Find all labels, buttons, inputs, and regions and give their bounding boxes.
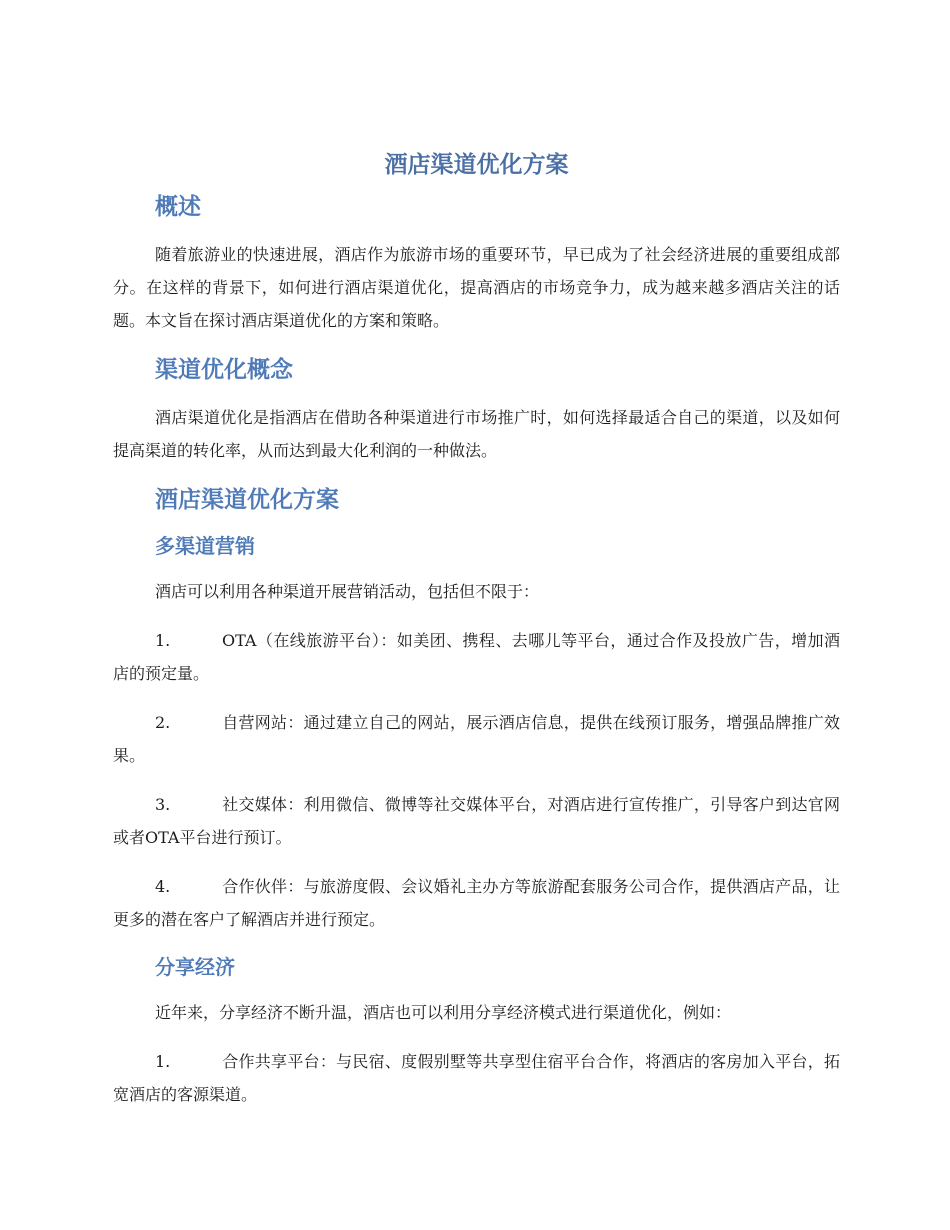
paragraph-concept: 酒店渠道优化是指酒店在借助各种渠道进行市场推广时，如何选择最适合自己的渠道，以及如何提高渠道的转化率，从而达到最大化利润的一种做法。 [113,408,840,460]
heading-plan: 酒店渠道优化方案 [155,487,339,513]
paragraph-multichannel-intro: 酒店可以利用各种渠道开展营销活动，包括但不限于： [155,582,540,601]
list-number: 3. [155,795,171,814]
paragraph-overview: 随着旅游业的快速进展，酒店作为旅游市场的重要环节，早已成为了社会经济进展的重要组成部分。在这样的背景下，如何进行酒店渠道优化，提高酒店的市场竞争力，成为越来越多酒店关注的话题。本文旨在探讨酒店渠道优化的方案和策略。 [113,245,840,330]
list-item [113,870,840,936]
document-title: 酒店渠道优化方案 [384,152,569,178]
list-item [113,706,840,772]
list-number: 1. [155,1052,171,1071]
heading-overview: 概述 [155,194,201,220]
list-item [113,1045,840,1111]
list-number: 2. [155,713,171,732]
heading-multichannel: 多渠道营销 [155,534,255,558]
heading-concept: 渠道优化概念 [155,357,293,383]
list-item [113,624,840,690]
list-text: 合作伙伴：与旅游度假、会议婚礼主办方等旅游配套服务公司合作，提供酒店产品，让更多的潜在客户了解酒店并进行预定。 [113,877,840,929]
list-text: OTA（在线旅游平台）：如美团、携程、去哪儿等平台，通过合作及投放广告，增加酒店的预定量。 [113,631,840,683]
document-content [113,148,840,1127]
paragraph-sharing-intro: 近年来，分享经济不断升温，酒店也可以利用分享经济模式进行渠道优化，例如： [155,1003,732,1022]
heading-sharing: 分享经济 [155,955,235,979]
list-number: 1. [155,631,171,650]
list-item [113,788,840,854]
list-text: 合作共享平台：与民宿、度假别墅等共享型住宿平台合作，将酒店的客房加入平台，拓宽酒店的客源渠道。 [113,1052,840,1104]
list-text: 自营网站：通过建立自己的网站，展示酒店信息，提供在线预订服务，增强品牌推广效果。 [113,713,840,765]
list-number: 4. [155,877,171,896]
list-text: 社交媒体：利用微信、微博等社交媒体平台，对酒店进行宣传推广，引导客户到达官网或者OTA平台进行预订。 [113,795,840,847]
